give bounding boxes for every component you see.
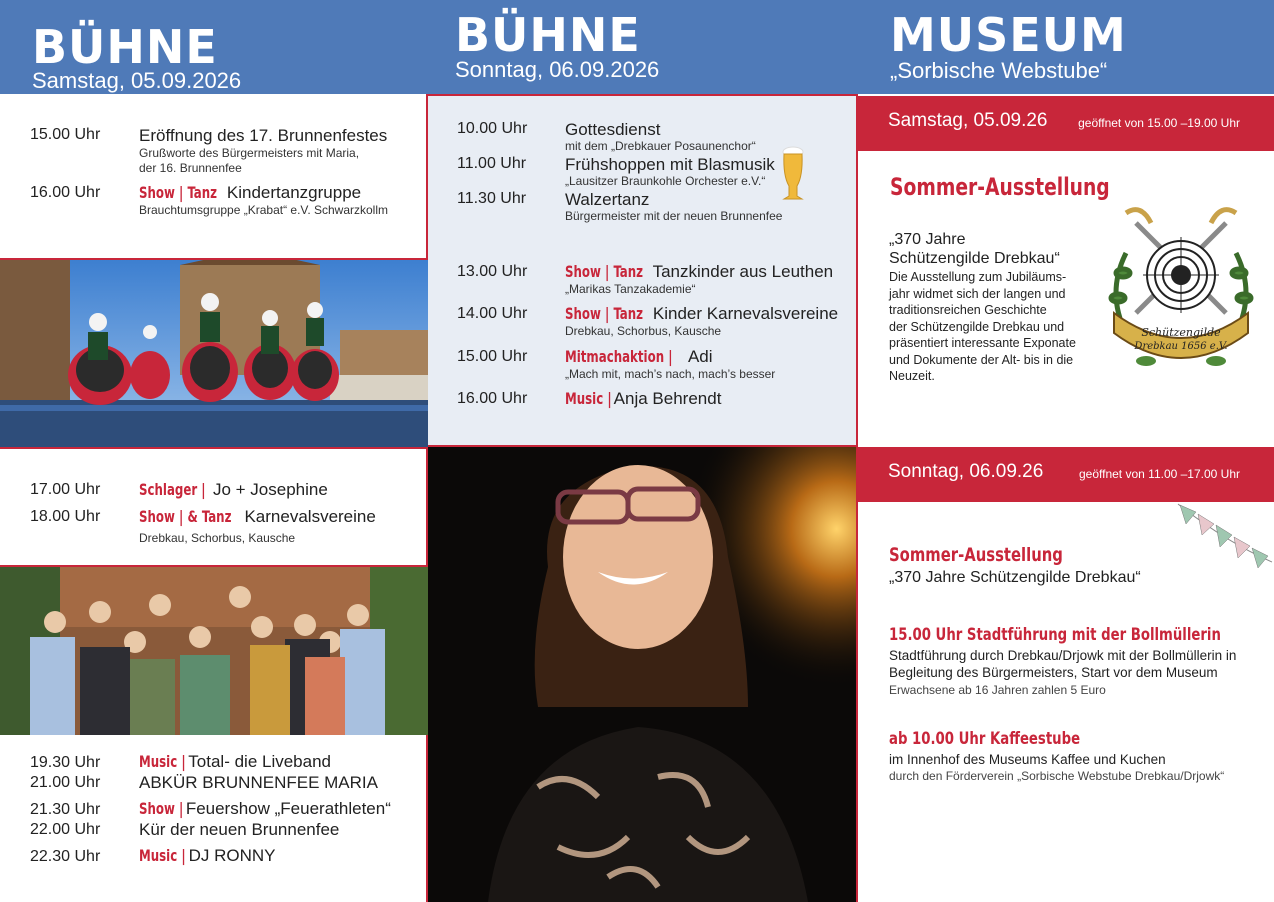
city-tour-heading: 15.00 Uhr Stadtführung mit der Bollmüllerin bbox=[889, 625, 1221, 645]
museum-saturday-date: Samstag, 05.09.26 bbox=[888, 110, 1048, 131]
museum-sunday-bar bbox=[858, 447, 1274, 502]
event-title bbox=[139, 183, 361, 203]
event-title bbox=[565, 262, 833, 282]
museum-sunday-panel bbox=[858, 502, 1274, 902]
museum-sunday-date: Sonntag, 06.09.26 bbox=[888, 461, 1044, 482]
logo-text-line2: Drebkau 1656 e.V. bbox=[1134, 341, 1228, 352]
time-label: 14.00 Uhr bbox=[457, 305, 528, 322]
museum-title: MUSEUM bbox=[890, 8, 1127, 62]
time-label: 16.00 Uhr bbox=[30, 184, 101, 201]
time-label: 10.00 Uhr bbox=[457, 120, 528, 137]
event-text: Tanzkinder aus Leuthen bbox=[652, 262, 834, 281]
event-title bbox=[139, 752, 331, 772]
beer-glass-icon bbox=[780, 146, 806, 202]
event-text: DJ RONNY bbox=[188, 846, 276, 865]
shooting-club-logo bbox=[1096, 203, 1266, 373]
event-text: Kindertanzgruppe bbox=[226, 183, 362, 202]
saturday-program-block-1 bbox=[0, 94, 428, 260]
cafe-line1: im Innenhof des Museums Kaffee und Kuchen bbox=[889, 752, 1166, 767]
stage-saturday-title: BÜHNE bbox=[32, 20, 218, 74]
event-subtitle: der 16. Brunnenfee bbox=[139, 161, 242, 175]
museum-subtitle: „Sorbische Webstube“ bbox=[890, 58, 1108, 83]
time-label: 16.00 Uhr bbox=[457, 390, 528, 407]
logo-text-line1: Schützengilde bbox=[1141, 326, 1221, 339]
saturday-program-block-3 bbox=[0, 735, 428, 902]
event-text: Kinder Karnevalsvereine bbox=[652, 304, 839, 323]
time-label: 21.00 Uhr bbox=[30, 774, 101, 791]
event-title: Kür der neuen Brunnenfee bbox=[139, 820, 340, 839]
stage-saturday-date: Samstag, 05.09.2026 bbox=[32, 68, 242, 93]
time-label: 21.30 Uhr bbox=[30, 801, 101, 818]
event-title bbox=[139, 507, 376, 527]
event-tag: Show | Tanz bbox=[139, 183, 218, 202]
time-label: 15.00 Uhr bbox=[457, 348, 528, 365]
event-text: Karnevalsvereine bbox=[244, 507, 376, 526]
event-subtitle: Drebkau, Schorbus, Kausche bbox=[139, 531, 296, 545]
event-subtitle: „Marikas Tanzakademie“ bbox=[565, 282, 696, 296]
city-tour-line2: Begleitung des Bürgermeisters, Start vor dem Museum bbox=[889, 665, 1218, 680]
event-tag: Schlager | bbox=[139, 480, 206, 499]
event-tag: Music | bbox=[139, 846, 186, 865]
event-title bbox=[139, 480, 328, 500]
exhibition-title-line1: „370 Jahre bbox=[889, 231, 966, 248]
bunting-decoration bbox=[1176, 502, 1274, 572]
event-subtitle: „Mach mit, mach’s nach, mach’s besser bbox=[565, 367, 776, 381]
time-label: 22.00 Uhr bbox=[30, 821, 101, 838]
museum-saturday-panel bbox=[858, 151, 1274, 447]
time-label: 17.00 Uhr bbox=[30, 481, 101, 498]
museum-saturday-bar bbox=[858, 96, 1274, 151]
event-subtitle: Drebkau, Schorbus, Kausche bbox=[565, 324, 722, 338]
time-label: 22.30 Uhr bbox=[30, 848, 101, 865]
event-tag: Music | bbox=[565, 389, 612, 408]
folk-dance-photo bbox=[0, 260, 428, 447]
cafe-line2: durch den Förderverein „Sorbische Webstube Drebkau/Drjowk“ bbox=[889, 769, 1225, 783]
event-subtitle: mit dem „Drebkauer Posaunenchor“ bbox=[565, 139, 756, 153]
event-text: Feuershow „Feuerathleten“ bbox=[185, 799, 391, 818]
event-text: Total- die Liveband bbox=[188, 752, 332, 771]
stage-sunday-title: BÜHNE bbox=[455, 8, 641, 62]
museum-sunday-hours: geöffnet von 11.00 –17.00 Uhr bbox=[1078, 467, 1240, 481]
event-tag: Music | bbox=[139, 752, 186, 771]
cafe-heading: ab 10.00 Uhr Kaffeestube bbox=[889, 729, 1081, 749]
band-photo bbox=[0, 567, 428, 735]
event-subtitle: „Lausitzer Braunkohle Orchester e.V.“ bbox=[565, 174, 766, 188]
event-tag: Show | & Tanz bbox=[139, 507, 232, 526]
exhibition-description: Die Ausstellung zum Jubiläums- jahr widmet sich der langen und traditionsreichen Geschichte der Schützengilde Drebkau und präsentiert interessante Exponate und Dokumente der Alt- bis in die Neuzeit. bbox=[889, 270, 1076, 383]
time-label: 13.00 Uhr bbox=[457, 263, 528, 280]
event-title bbox=[565, 304, 838, 324]
exhibition-title-line2: Schützengilde Drebkau“ bbox=[889, 250, 1060, 267]
stage-sunday-date: Sonntag, 06.09.2026 bbox=[455, 57, 660, 82]
event-text: Jo + Josephine bbox=[212, 480, 328, 499]
sunday-exhibition-heading: Sommer-Ausstellung bbox=[889, 544, 1063, 566]
sunday-program-panel bbox=[428, 94, 858, 447]
event-title: Walzertanz bbox=[565, 190, 650, 209]
event-tag: Show | Tanz bbox=[565, 304, 644, 323]
time-label: 11.30 Uhr bbox=[457, 190, 527, 207]
event-tag: Show | Tanz bbox=[565, 262, 644, 281]
city-tour-line3: Erwachsene ab 16 Jahren zahlen 5 Euro bbox=[889, 683, 1106, 697]
event-tag: Show | bbox=[139, 799, 184, 818]
museum-saturday-hours: geöffnet von 15.00 –19.00 Uhr bbox=[1078, 116, 1240, 130]
time-label: 18.00 Uhr bbox=[30, 508, 101, 525]
event-subtitle: Bürgermeister mit der neuen Brunnenfee bbox=[565, 209, 783, 223]
singer-photo bbox=[428, 447, 858, 902]
event-title bbox=[565, 389, 721, 409]
event-title: ABKÜR BRUNNENFEE MARIA bbox=[139, 773, 378, 792]
event-text: Adi bbox=[687, 347, 713, 366]
event-title: Eröffnung des 17. Brunnenfestes bbox=[139, 126, 388, 145]
sunday-exhibition-title: „370 Jahre Schützengilde Drebkau“ bbox=[889, 569, 1141, 586]
event-text: Anja Behrendt bbox=[613, 389, 722, 408]
event-title bbox=[139, 846, 276, 866]
time-label: 11.00 Uhr bbox=[457, 155, 527, 172]
saturday-program-block-2 bbox=[0, 447, 428, 567]
exhibition-heading: Sommer-Ausstellung bbox=[890, 173, 1110, 201]
event-title bbox=[139, 799, 391, 819]
event-subtitle: Brauchtumsgruppe „Krabat“ e.V. Schwarzkollm bbox=[139, 203, 388, 217]
time-label: 15.00 Uhr bbox=[30, 126, 101, 143]
city-tour-line1: Stadtführung durch Drebkau/Drjowk mit der Bollmüllerin in bbox=[889, 648, 1237, 663]
event-title bbox=[565, 347, 713, 367]
event-title: Gottesdienst bbox=[565, 120, 661, 139]
event-subtitle: Grußworte des Bürgermeisters mit Maria, bbox=[139, 146, 360, 160]
header-bar bbox=[0, 0, 1274, 94]
event-title: Frühshoppen mit Blasmusik bbox=[565, 155, 775, 174]
event-tag: Mitmachaktion | bbox=[565, 347, 673, 366]
time-label: 19.30 Uhr bbox=[30, 754, 101, 771]
